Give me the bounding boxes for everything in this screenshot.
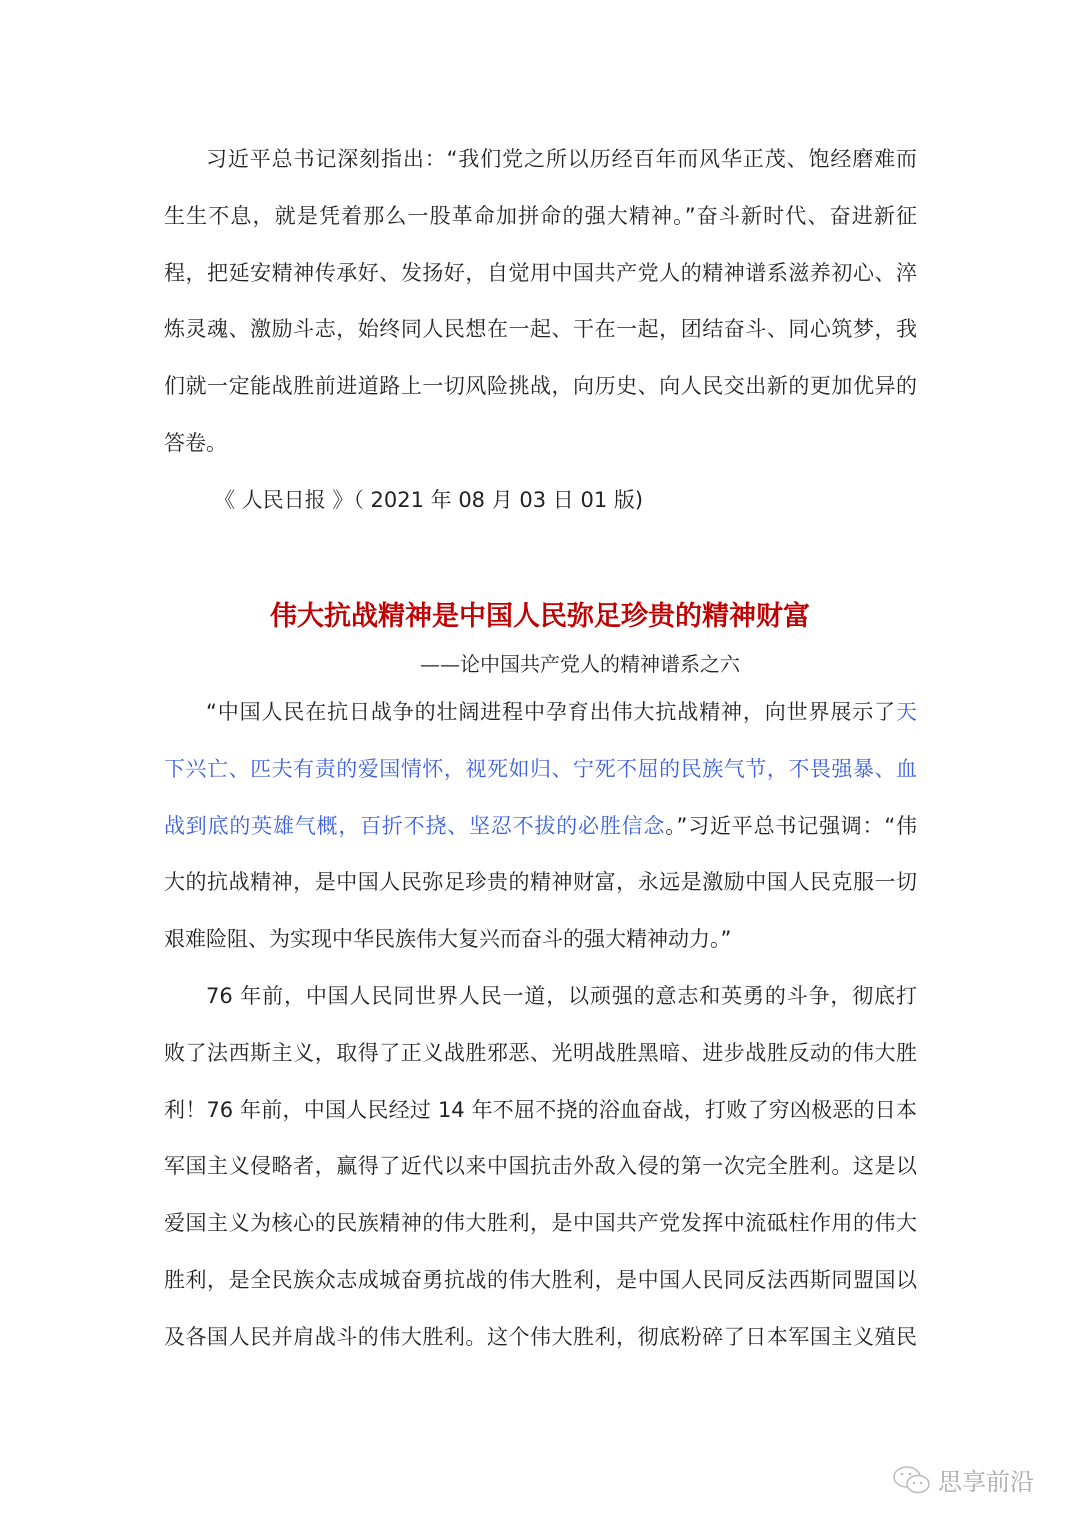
- text-segment: 程，把延安精神传承好、发扬好，自觉用中国共产党人的精神谱系滋养初心、淬: [164, 260, 917, 285]
- wechat-icon: [892, 1464, 932, 1496]
- text-line: [164, 911, 917, 968]
- text-line: [164, 854, 917, 911]
- highlighted-text: 战到底的英雄气概，百折不挠、坚忍不拔的必胜信念: [164, 813, 666, 838]
- text-segment: 及各国人民并肩战斗的伟大胜利。这个伟大胜利，彻底粉碎了日本军国主义殖民: [164, 1324, 917, 1349]
- text-line: [164, 415, 917, 472]
- text-segment: 答卷。: [164, 430, 227, 455]
- text-line: [164, 301, 917, 358]
- highlighted-text: 下兴亡、匹夫有责的爱国情怀，视死如归、宁死不屈的民族气节，不畏强暴、血: [164, 756, 917, 781]
- text-segment: 大的抗战精神，是中国人民弥足珍贵的精神财富，永远是激励中国人民克服一切: [164, 870, 917, 895]
- text-line: [164, 1195, 917, 1252]
- text-segment: 炼灵魂、激励斗志，始终同人民想在一起、干在一起，团结奋斗、同心筑梦，我: [164, 317, 917, 342]
- text-segment: 76 年前，中国人民同世界人民一道，以顽强的意志和英勇的斗争，彻底打: [206, 983, 917, 1008]
- article-title: 伟大抗战精神是中国人民弥足珍贵的精神财富: [270, 601, 810, 632]
- text-segment: 爱国主义为核心的民族精神的伟大胜利，是中国共产党发挥中流砥柱作用的伟大: [164, 1211, 917, 1236]
- highlighted-text: 天: [896, 700, 917, 724]
- watermark: [892, 1462, 1034, 1497]
- text-line: [164, 684, 917, 741]
- text-line: [164, 1082, 917, 1139]
- text-line: [164, 1025, 917, 1082]
- text-line: [164, 1309, 917, 1366]
- text-line: [164, 968, 917, 1025]
- text-line: [164, 358, 917, 415]
- citation: 《 人民日报 》（ 2021 年 08 月 03 日 01 版): [214, 487, 644, 512]
- text-line: [164, 245, 917, 302]
- text-segment: 们就一定能战胜前进道路上一切风险挑战，向历史、向人民交出新的更加优异的: [164, 374, 917, 399]
- text-segment: 败了法西斯主义，取得了正义战胜邪恶、光明战胜黑暗、进步战胜反动的伟大胜: [164, 1040, 917, 1065]
- text-segment: 习近平总书记深刻指出：“我们党之所以历经百年而风华正茂、饱经磨难而: [206, 147, 917, 171]
- text-line: [164, 131, 917, 188]
- text-line: [164, 1252, 917, 1309]
- text-segment: “中国人民在抗日战争的壮阔进程中孕育出伟大抗战精神，向世界展示了: [206, 700, 896, 724]
- text-line: [164, 188, 917, 245]
- watermark-text: 思享前沿: [938, 1468, 1034, 1496]
- text-line: [164, 798, 917, 855]
- paragraph-3-lines: [164, 968, 917, 1366]
- paragraph-2-lines: [164, 684, 917, 968]
- text-line: [164, 1138, 917, 1195]
- text-segment: 艰难险阻、为实现中华民族伟大复兴而奋斗的强大精神动力。”: [164, 927, 732, 952]
- paragraph-1-lines: [164, 131, 917, 472]
- paragraph-1: [164, 131, 917, 529]
- text-segment: 利！76 年前，中国人民经过 14 年不屈不挠的浴血奋战，打败了穷凶极恶的日本: [164, 1097, 917, 1122]
- text-segment: 。”习近平总书记强调：“伟: [665, 813, 918, 838]
- text-line: [164, 741, 917, 798]
- text-segment: 胜利，是全民族众志成城奋勇抗战的伟大胜利，是中国人民同反法西斯同盟国以: [164, 1267, 917, 1292]
- paragraph-2: [164, 684, 917, 1366]
- article-subtitle: ——论中国共产党人的精神谱系之六: [420, 652, 740, 676]
- text-segment: 生生不息，就是凭着那么一股革命加拼命的强大精神。”奋斗新时代、奋进新征: [164, 203, 917, 228]
- text-segment: 军国主义侵略者，赢得了近代以来中国抗击外敌入侵的第一次完全胜利。这是以: [164, 1154, 917, 1179]
